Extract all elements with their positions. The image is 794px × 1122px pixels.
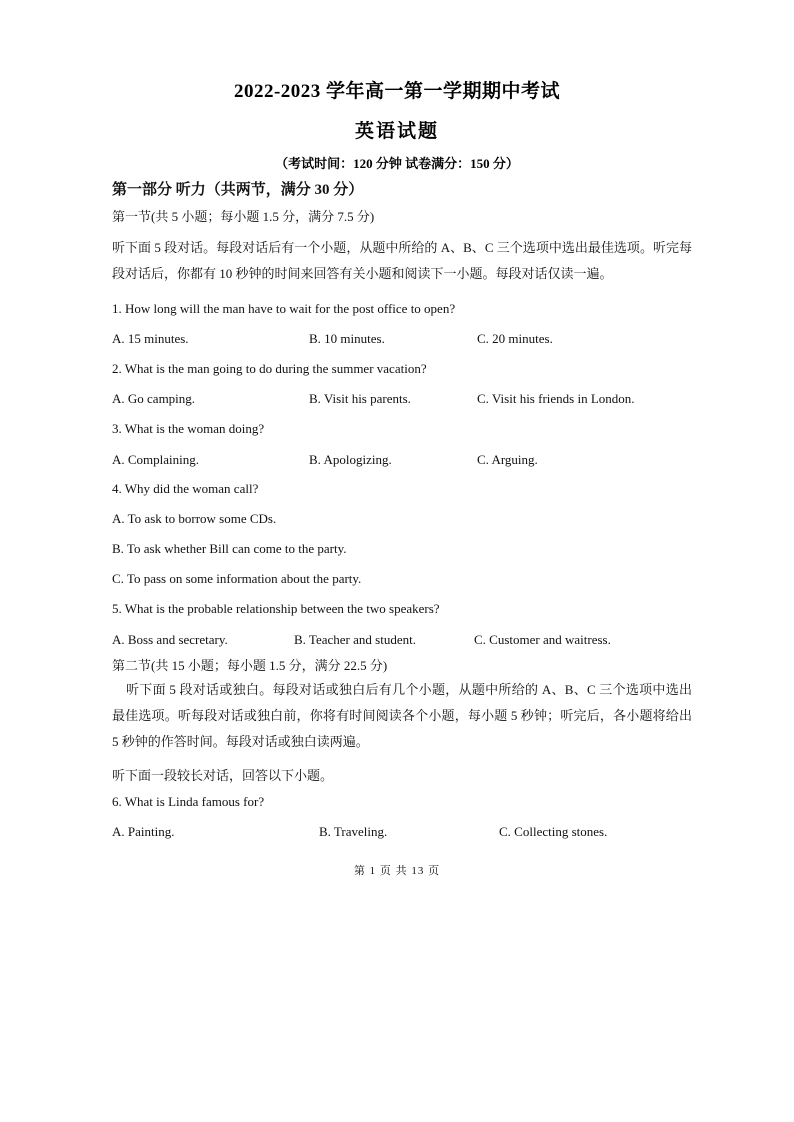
- q4-option-a: A. To ask to borrow some CDs.: [112, 511, 277, 526]
- q2-option-a: A. Go camping.: [112, 391, 196, 406]
- q3-option-c: C. Arguing.: [477, 452, 538, 467]
- q6-option-b: B. Traveling.: [319, 824, 388, 839]
- q5-stem: 5. What is the probable relationship between the two speakers?: [112, 601, 440, 616]
- q5-option-c: C. Customer and waitress.: [474, 632, 611, 647]
- q1-stem: 1. How long will the man have to wait for the post office to open?: [112, 301, 456, 316]
- page-number: 第 1 页 共 13 页: [353, 865, 441, 877]
- exam-info: （考试时间：120 分钟 试卷满分：150 分）: [275, 156, 519, 171]
- q2-option-c: C. Visit his friends in London.: [477, 391, 635, 406]
- q4-stem: 4. Why did the woman call?: [112, 481, 259, 496]
- q6-option-a: A. Painting.: [112, 824, 175, 839]
- q3-option-b: B. Apologizing.: [309, 452, 392, 467]
- section2-instructions: 听下面 5 段对话或独白。每段对话或独白后有几个小题，从题中所给的 A、B、C 三个选项中选出最佳选项。听每段对话或独白前，你将有时间阅读各个小题，每小题 5 秒钟；听完后，各小题将给出 5 秒钟的作答时间。每段对话或独白读两遍。: [112, 682, 692, 749]
- q1-option-c: C. 20 minutes.: [477, 331, 553, 346]
- section1-instructions: 听下面 5 段对话。每段对话后有一个小题，从题中所给的 A、B、C 三个选项中选出最佳选项。听完每段对话后，你都有 10 秒钟的时间来回答有关小题和阅读下一小题。每段对话仅读一遍。: [112, 240, 692, 281]
- q6-stem: 6. What is Linda famous for?: [112, 794, 265, 809]
- q5-option-b: B. Teacher and student.: [294, 632, 416, 647]
- part1-heading: 第一部分 听力（共两节，满分 30 分）: [112, 182, 364, 198]
- q2-option-b: B. Visit his parents.: [309, 391, 411, 406]
- q1-option-a: A. 15 minutes.: [112, 331, 189, 346]
- exam-title: 2022-2023 学年高一第一学期期中考试: [233, 81, 561, 102]
- q5-option-a: A. Boss and secretary.: [112, 632, 228, 647]
- section2-lead: 听下面一段较长对话，回答以下小题。: [112, 768, 334, 783]
- q2-stem: 2. What is the man going to do during the summer vacation?: [112, 361, 427, 376]
- q6-option-c: C. Collecting stones.: [499, 824, 608, 839]
- section1-heading: 第一节(共 5 小题；每小题 1.5 分，满分 7.5 分): [112, 209, 375, 224]
- q1-option-b: B. 10 minutes.: [309, 331, 385, 346]
- section2-heading: 第二节(共 15 小题；每小题 1.5 分，满分 22.5 分): [112, 658, 388, 673]
- q3-stem: 3. What is the woman doing?: [112, 421, 265, 436]
- q4-option-b: B. To ask whether Bill can come to the party.: [112, 541, 347, 556]
- q3-option-a: A. Complaining.: [112, 452, 200, 467]
- subject-title: 英语试题: [354, 121, 439, 142]
- q4-option-c: C. To pass on some information about the party.: [112, 571, 362, 586]
